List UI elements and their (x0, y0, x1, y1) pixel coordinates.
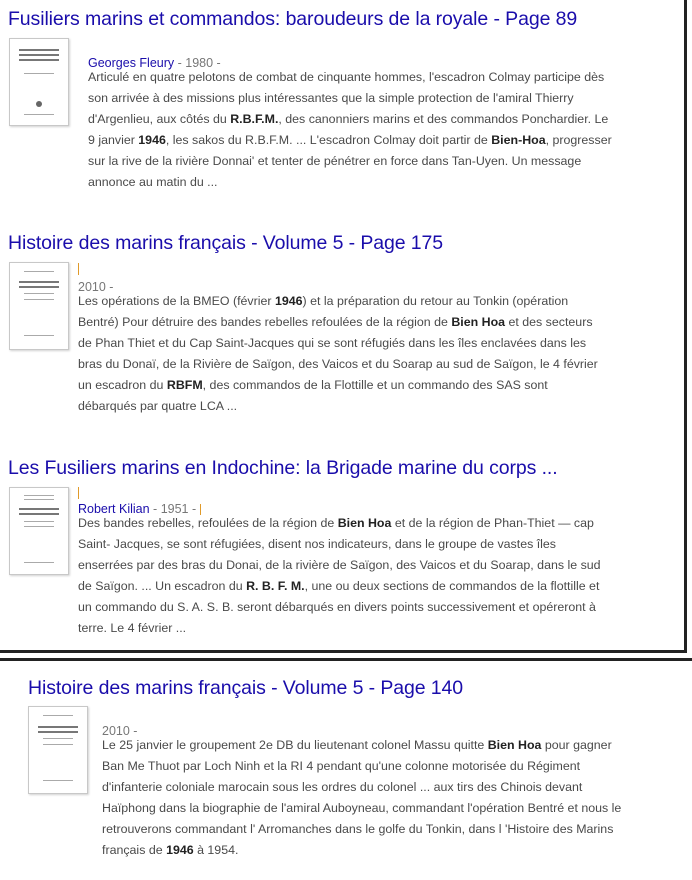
snippet-text: Ban Me Thuot par Loch Ninh et la RI 4 pendant qu'une colonne motorisée du Régiment (102, 759, 581, 773)
snippet-highlight: 1946 (274, 294, 303, 308)
text-cursor (78, 263, 79, 275)
snippet-highlight: RBFM (166, 378, 203, 392)
snippet-text: enserrées par des bras du Donai, de la rivière de Saïgon, des Vaicos et du Soarap, dans le sud (78, 558, 601, 572)
result-title[interactable]: Histoire des marins français - Volume 5 - Page 140 (28, 677, 464, 699)
snippet-text: d'Argenlieu, aux côtés du (88, 112, 231, 126)
snippet-text: de Phan Thiet et du Cap Saint-Jacques qui se sont réfugiés dans les îles enclavées dans les (78, 336, 587, 350)
result-title[interactable]: Histoire des marins français - Volume 5 - Page 175 (8, 232, 444, 254)
snippet-text: 9 janvier (88, 133, 139, 147)
snippet-text: français de (102, 843, 167, 857)
snippet-line (102, 798, 621, 819)
publication-year: 1951 (160, 502, 189, 516)
results-panel-bottom (0, 658, 692, 880)
snippet-line (78, 333, 598, 354)
snippet-line (102, 777, 621, 798)
snippet-text: , progresser (545, 133, 612, 147)
snippet-line (88, 130, 612, 151)
snippet-text: terre. Le 4 février ... (78, 621, 187, 635)
snippet-line (78, 375, 598, 396)
snippet-line (78, 396, 598, 417)
snippet-text: de Saïgon. ... Un escadron du (78, 579, 247, 593)
book-cover-thumbnail[interactable] (28, 706, 88, 794)
snippet-line (88, 109, 612, 130)
snippet-text: Saint- Jacques, se sont réfugiées, disent nos indicateurs, dans le groupe de vastes îles (78, 537, 557, 551)
snippet-text: d'infanterie coloniale marocain sous les ordres du colonel ... aux tirs des Chinois devant (102, 780, 583, 794)
result-meta: Robert Kilian - 1951 - (78, 502, 200, 516)
snippet-line (102, 840, 621, 861)
snippet-line (78, 618, 601, 639)
author-link[interactable]: Robert Kilian (78, 502, 150, 516)
snippet-text: Des bandes rebelles, refoulées de la région de (78, 516, 338, 530)
snippet-line (78, 312, 598, 333)
snippet-text: sur la rive de la rivière Donnai' et tenter de pénétrer en force dans Tan-Uyen. Un message (88, 154, 582, 168)
snippet-line (102, 756, 621, 777)
book-cover-thumbnail[interactable] (9, 487, 69, 575)
result-snippet (88, 67, 612, 193)
snippet-text: , des canonniers marins et des commandos Ponchardier. Le (278, 112, 609, 126)
snippet-line (102, 735, 621, 756)
snippet-text: bras du Donaï, de la Rivière de Saïgon, des Vaicos et du Soarap au sud de Saïgon, le 4 février (78, 357, 598, 371)
result-snippet (78, 513, 601, 639)
snippet-line (78, 597, 601, 618)
result-meta: 2010 - (78, 280, 114, 294)
snippet-text: Le 25 janvier le groupement 2e DB du lieutenant colonel Massu quitte (102, 738, 488, 752)
snippet-text: débarqués par quatre LCA ... (78, 399, 238, 413)
snippet-text: retrouverons commandant l' Arromanches dans le golfe du Tonkin, dans l 'Histoire des Marins (102, 822, 614, 836)
snippet-line (78, 534, 601, 555)
snippet-text: son arrivée à des missions plus intéressantes que la simple protection de l'amiral Thierry (88, 91, 574, 105)
snippet-text: un escadron du (78, 378, 167, 392)
snippet-text: un commando du S. A. S. B. seront débarqués en divers points successivement et opéreront à (78, 600, 596, 614)
author-link[interactable]: Georges Fleury (88, 56, 175, 70)
book-cover-thumbnail[interactable] (9, 38, 69, 126)
snippet-text: à 1954. (193, 843, 239, 857)
snippet-highlight: Bien-Hoa (491, 133, 546, 147)
snippet-highlight: 1946 (138, 133, 166, 147)
snippet-highlight: Bien Hoa (451, 315, 506, 329)
snippet-text: Bentré) Pour détruire des bandes rebelles refoulées de la région de (78, 315, 452, 329)
snippet-line (88, 172, 612, 193)
result-title[interactable]: Fusiliers marins et commandos: baroudeurs de la royale - Page 89 (8, 8, 578, 30)
snippet-highlight: R. B. F. M. (246, 579, 305, 593)
snippet-highlight: 1946 (166, 843, 194, 857)
publication-year: 1980 (185, 56, 214, 70)
snippet-line (78, 354, 598, 375)
snippet-line (78, 555, 601, 576)
result-snippet (78, 291, 598, 417)
publication-year: 2010 (102, 724, 130, 738)
snippet-highlight: R.B.F.M. (230, 112, 279, 126)
snippet-line (102, 819, 621, 840)
snippet-text: annonce au matin du ... (88, 175, 218, 189)
snippet-line (78, 576, 601, 597)
snippet-text: et de la région de Phan-Thiet — cap (391, 516, 594, 530)
snippet-line (78, 513, 601, 534)
snippet-text: et des secteurs (505, 315, 593, 329)
snippet-text: Articulé en quatre pelotons de combat de cinquante hommes, l'escadron Colmay participe dès (88, 70, 605, 84)
snippet-line (88, 151, 612, 172)
snippet-text: Les opérations de la BMEO (février (78, 294, 275, 308)
snippet-highlight: Bien Hoa (487, 738, 542, 752)
result-meta: 2010 - (102, 724, 138, 738)
snippet-line (78, 291, 598, 312)
snippet-highlight: Bien Hoa (337, 516, 392, 530)
snippet-text: , des commandos de la Flottille et un commando des SAS sont (202, 378, 548, 392)
snippet-line (88, 67, 612, 88)
snippet-text: ) et la préparation du retour au Tonkin (opération (302, 294, 569, 308)
snippet-text: Haïphong dans la biographie de l'amiral Auboyneau, commandant l'opération Bentré et nous le (102, 801, 622, 815)
book-cover-thumbnail[interactable] (9, 262, 69, 350)
snippet-text: pour gagner (541, 738, 612, 752)
result-title[interactable]: Les Fusiliers marins en Indochine: la Brigade marine du corps ... (8, 457, 558, 479)
publication-year: 2010 (78, 280, 106, 294)
result-snippet (102, 735, 621, 861)
snippet-text: , une ou deux sections de commandos de la flottille et (304, 579, 600, 593)
text-cursor (78, 487, 79, 499)
snippet-text: , les sakos du R.B.F.M. ... L'escadron Colmay doit partir de (165, 133, 492, 147)
snippet-line (88, 88, 612, 109)
result-meta: Georges Fleury - 1980 - (88, 56, 221, 70)
